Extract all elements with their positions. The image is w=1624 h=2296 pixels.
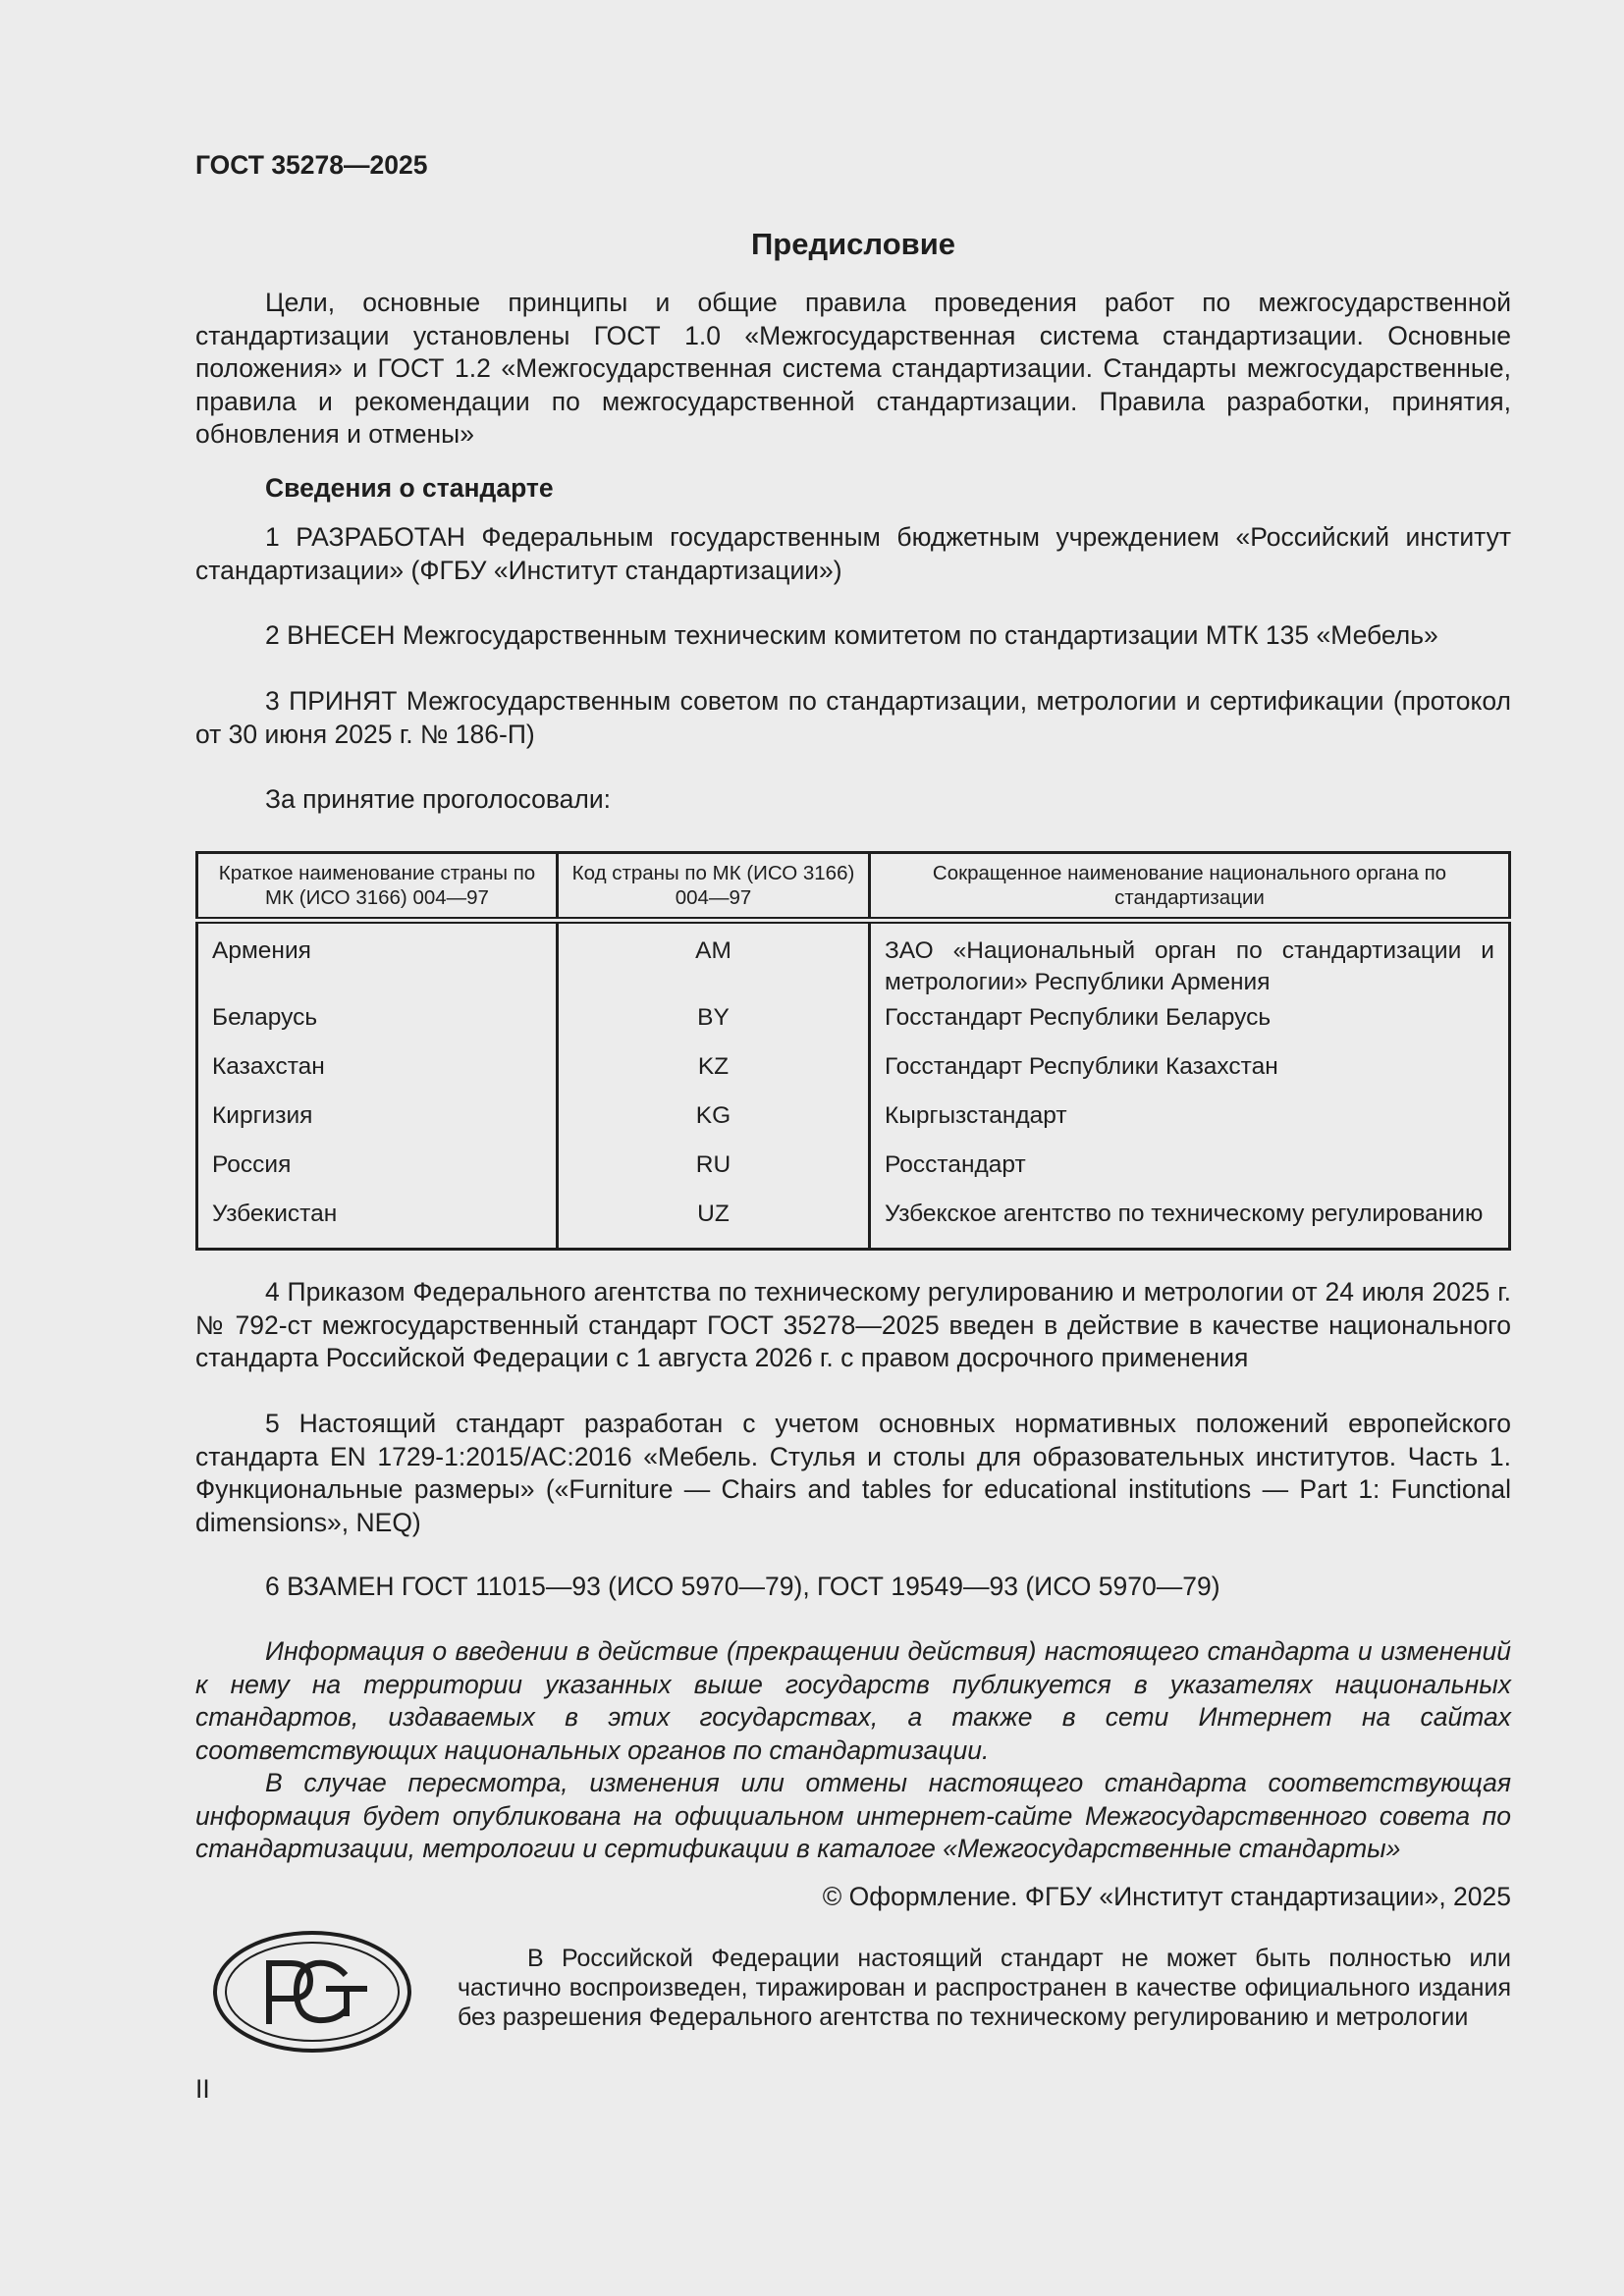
item-adopted: 3 ПРИНЯТ Межгосударственным советом по стандартизации, метрологии и сертификации (протокол от 30 июня 2025 г. № 186-П) — [195, 686, 1511, 749]
table-row — [197, 1149, 1510, 1199]
page-title: Предисловие — [750, 227, 955, 261]
rst-certification-mark-icon — [212, 1930, 412, 2054]
country-cell: Армения — [197, 921, 558, 1003]
country-cell: Киргизия — [197, 1100, 558, 1149]
country-cell: Казахстан — [197, 1051, 558, 1100]
rf-copyright-notice: В Российской Федерации настоящий стандарт не может быть полностью или частично воспроизведен, тиражирован и распространен в качестве официального издания без разрешения Федерального агентства по техническому регулированию и метрологии — [458, 1945, 1511, 2031]
table-row — [197, 1199, 1510, 1250]
table-row — [197, 1100, 1510, 1149]
item-submitted: 2 ВНЕСЕН Межгосударственным техническим комитетом по стандартизации МТК 135 «Мебель» — [265, 620, 1438, 650]
table-row — [197, 921, 1510, 1003]
table-row — [197, 1002, 1510, 1051]
info-italic-paragraph: Информация о введении в действие (прекращении действия) настоящего стандарта и изменений к нему на территории указанных выше государств публикуется в указателях национальных стандартов, издаваемых в этих государствах, а также в сети Интернет на сайтах соответствующих национальных органов по стандартизации. — [195, 1636, 1511, 1765]
body-cell: Узбекское агентство по техническому регулированию — [870, 1199, 1510, 1250]
item-order: 4 Приказом Федерального агентства по техническому регулированию и метрологии от 24 июля 2025 г. № 792-ст межгосударственный стандарт ГОСТ 35278—2025 введен в действие в качестве национального стандарта Российской Федерации с 1 августа 2026 г. с правом досрочного применения — [195, 1277, 1511, 1372]
voting-countries-table — [195, 851, 1511, 1251]
body-cell: Кыргызстандарт — [870, 1100, 1510, 1149]
intro-paragraph: Цели, основные принципы и общие правила проведения работ по межгосударственной стандартизации установлены ГОСТ 1.0 «Межгосударственная система стандартизации. Основные положения» и ГОСТ 1.2 «Межгосударственная система стандартизации. Стандарты межгосударственные, правила и рекомендации по межгосударственной стандартизации. Правила разработки, принятия, обновления и отмены» — [195, 288, 1511, 449]
code-cell: KG — [558, 1100, 870, 1149]
code-cell: AM — [558, 921, 870, 1003]
page-number: II — [195, 2074, 210, 2104]
code-cell: RU — [558, 1149, 870, 1199]
document-header-id: ГОСТ 35278—2025 — [195, 150, 428, 180]
column-header-code: Код страны по МК (ИСО 3166) 004—97 — [558, 853, 870, 921]
code-cell: KZ — [558, 1051, 870, 1100]
column-header-body: Сокращенное наименование национального органа по стандартизации — [870, 853, 1510, 921]
code-cell: BY — [558, 1002, 870, 1051]
copyright-line: © Оформление. ФГБУ «Институт стандартизации», 2025 — [822, 1882, 1511, 1911]
country-cell: Россия — [197, 1149, 558, 1199]
body-cell: Росстандарт — [870, 1149, 1510, 1199]
code-cell: UZ — [558, 1199, 870, 1250]
voted-label: За принятие проголосовали: — [265, 784, 612, 814]
table-row — [197, 1051, 1510, 1100]
revision-italic-paragraph: В случае пересмотра, изменения или отмены настоящего стандарта соответствующая информация будет опубликована на официальном интернет-сайте Межгосударственного совета по стандартизации, метрологии и сертификации в каталоге «Межгосударственные стандарты» — [195, 1768, 1511, 1863]
item-basis: 5 Настоящий стандарт разработан с учетом основных нормативных положений европейского стандарта EN 1729-1:2015/AC:2016 «Мебель. Стулья и столы для образовательных институтов. Часть 1. Функциональные размеры» («Furniture — Chairs and tables for educational institutions — Part 1: Functional dimensions», NEQ) — [195, 1409, 1511, 1537]
info-heading: Сведения о стандарте — [265, 473, 554, 503]
table-header-row — [197, 853, 1510, 921]
item-replaces: 6 ВЗАМЕН ГОСТ 11015—93 (ИСО 5970—79), ГОСТ 19549—93 (ИСО 5970—79) — [265, 1572, 1220, 1601]
body-cell: Госстандарт Республики Казахстан — [870, 1051, 1510, 1100]
item-developed: 1 РАЗРАБОТАН Федеральным государственным бюджетным учреждением «Российский институт стандартизации» (ФГБУ «Институт стандартизации») — [195, 522, 1511, 585]
column-header-country: Краткое наименование страны по МК (ИСО 3166) 004—97 — [197, 853, 558, 921]
body-cell: ЗАО «Национальный орган по стандартизации и метрологии» Республики Армения — [870, 921, 1510, 1003]
body-cell: Госстандарт Республики Беларусь — [870, 1002, 1510, 1051]
country-cell: Беларусь — [197, 1002, 558, 1051]
country-cell: Узбекистан — [197, 1199, 558, 1250]
